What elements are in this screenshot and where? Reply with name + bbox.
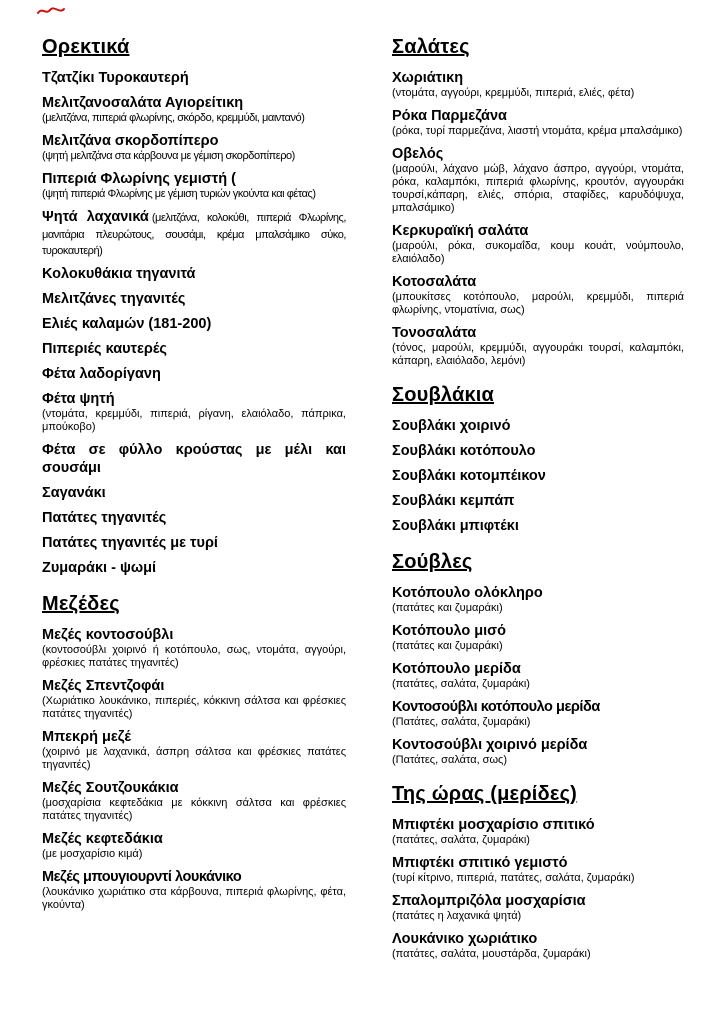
menu-item — [42, 484, 346, 502]
section-title: Σουβλάκια — [392, 384, 495, 406]
menu-item — [392, 69, 684, 100]
item-name: Σαγανάκι — [42, 485, 106, 501]
menu-item — [42, 559, 346, 577]
item-name: Λουκάνικο χωριάτικο — [392, 931, 538, 947]
menu-item — [42, 728, 346, 772]
item-name: Πατάτες τηγανιτές με τυρί — [42, 535, 218, 551]
menu-item — [42, 626, 346, 670]
item-name: Τζατζίκι Τυροκαυτερή — [42, 70, 189, 86]
item-name: Κοτόπουλο ολόκληρο — [392, 585, 543, 601]
menu-item — [392, 892, 684, 923]
section-title: Μεζέδες — [42, 593, 120, 615]
menu-item — [392, 622, 684, 653]
menu-item — [42, 390, 346, 434]
item-description: (ψητή πιπεριά Φλωρίνης με γέμιση τυριών γκούντα και φέτας) — [42, 188, 316, 200]
item-name: Σουβλάκι χοιρινό — [392, 418, 511, 434]
menu-item — [392, 584, 684, 615]
item-name: Κοτόπουλο μισό — [392, 623, 506, 639]
item-description: (ψητή μελιτζάνα στα κάρβουνα με γέμιση σκορδοπίπερο) — [42, 150, 295, 162]
item-description: (λουκάνικο χωριάτικο στα κάρβουνα, πιπεριά φλωρίνης, φέτα, γκούντα) — [42, 886, 346, 911]
menu-item — [42, 69, 346, 87]
item-name: Πιπεριά Φλωρίνης γεμιστή ( — [42, 171, 236, 187]
item-description: (χοιρινό με λαχανικά, άσπρη σάλτσα και φρέσκιες πατάτες τηγανιτές) — [42, 746, 346, 771]
section-title: Σαλάτες — [392, 36, 470, 58]
item-name: Μεζές μπουγιουρντί λουκάνικο — [42, 869, 242, 885]
item-description: (με μοσχαρίσιο κιμά) — [42, 848, 143, 860]
item-description: (Χωριάτικο λουκάνικο, πιπεριές, κόκκινη σάλτσα και φρέσκιες πατάτες τηγανιτές) — [42, 695, 346, 720]
item-name: Σουβλάκι κεμπάπ — [392, 493, 515, 509]
item-name: Μελιτζάνες τηγανιτές — [42, 291, 186, 307]
menu-item — [392, 442, 684, 460]
item-description: (μαρούλι, ρόκα, συκομαΐδα, κουμ κουάτ, νούμπουλο, ελαιόλαδο) — [392, 240, 684, 265]
item-name: Μελιτζάνα σκορδοπίπερο — [42, 133, 219, 149]
item-name: Οβελός — [392, 146, 444, 162]
item-description: (πατάτες, σαλάτα, μουστάρδα, ζυμαράκι) — [392, 948, 591, 960]
item-description: (πατάτες και ζυμαράκι) — [392, 602, 503, 614]
item-name: Φέτα σε φύλλο κρούστας με μέλι και σουσάμι — [42, 442, 346, 476]
item-name: Σουβλάκι κοτομπέικον — [392, 468, 546, 484]
item-description: (ντομάτα, κρεμμύδι, πιπεριά, ρίγανη, ελαιόλαδο, πάπρικα, μπούκοβο) — [42, 408, 346, 433]
menu-column — [42, 36, 346, 968]
item-name: Τονοσαλάτα — [392, 325, 477, 341]
item-name: Μπιφτέκι μοσχαρίσιο σπιτικό — [392, 817, 595, 833]
item-description: (μελιτζάνα, πιπεριά φλωρίνης, σκόρδο, κρεμμύδι, μαιντανό) — [42, 112, 305, 124]
item-name: Κερκυραϊκή σαλάτα — [392, 223, 529, 239]
menu-item — [42, 340, 346, 358]
item-name: Κοντοσούβλι κοτόπουλο μερίδα — [392, 699, 600, 715]
menu-item — [392, 107, 684, 138]
menu-item — [42, 170, 346, 201]
menu-item — [42, 830, 346, 861]
item-name: Χωριάτικη — [392, 70, 464, 86]
item-description: (μπουκίτσες κοτόπουλο, μαρούλι, κρεμμύδι, πιπεριά φλωρίνης, ντοματίνια, σως) — [392, 291, 684, 316]
menu-item — [42, 315, 346, 333]
red-scribble-mark-icon — [36, 4, 66, 22]
item-description: (τόνος, μαρούλι, κρεμμύδι, αγγουράκι τουρσί, καλαμπόκι, κάπαρη, ελαιόλαδο, λεμόνι) — [392, 342, 684, 367]
item-description: (πατάτες και ζυμαράκι) — [392, 640, 503, 652]
section-title: Της ώρας (μερίδες) — [392, 783, 578, 805]
item-description: (Πατάτες, σαλάτα, σως) — [392, 754, 508, 766]
item-name: Σουβλάκι κοτόπουλο — [392, 443, 536, 459]
menu-item — [42, 534, 346, 552]
item-description: (πατάτες η λαχανικά ψητά) — [392, 910, 522, 922]
menu-item — [392, 854, 684, 885]
item-description: (μαρούλι, λάχανο μώβ, λάχανο άσπρο, αγγούρι, ντομάτα, ρόκα, καλαμπόκι, πιπεριά φλωρίνης, κρουτόν, αγγουράκι τουρσί,κάπαρη, ελιές, σπόρια, σταφίδες, καρυδόψυχα, μπαλσάμικο) — [392, 163, 684, 214]
item-name: Ψητά λαχανικά — [42, 209, 149, 225]
item-name: Μπιφτέκι σπιτικό γεμιστό — [392, 855, 568, 871]
menu-item — [392, 660, 684, 691]
item-name: Ρόκα Παρμεζάνα — [392, 108, 507, 124]
menu-item — [42, 208, 346, 258]
item-description: (τυρί κίτρινο, πιπεριά, πατάτες, σαλάτα, ζυμαράκι) — [392, 872, 635, 884]
item-description: (κοντοσούβλι χοιρινό ή κοτόπουλο, σως, ντομάτα, αγγούρι, φρέσκιες πατάτες τηγανιτές) — [42, 644, 346, 669]
menu-item — [42, 132, 346, 163]
menu-item — [392, 736, 684, 767]
item-name: Μεζές κεφτεδάκια — [42, 831, 163, 847]
item-name: Κοτόπουλο μερίδα — [392, 661, 521, 677]
item-name: Πατάτες τηγανιτές — [42, 510, 167, 526]
menu-section — [42, 36, 346, 577]
section-title: Ορεκτικά — [42, 36, 130, 58]
menu-section — [392, 783, 684, 961]
item-name: Πιπεριές καυτερές — [42, 341, 167, 357]
item-description: (μοσχαρίσια κεφτεδάκια με κόκκινη σάλτσα και φρέσκιες πατάτες τηγανιτές) — [42, 797, 346, 822]
menu-item — [42, 868, 346, 912]
item-name: Ελιές καλαμών (181-200) — [42, 316, 212, 332]
item-name: Μπεκρή μεζέ — [42, 729, 131, 745]
item-name: Φέτα λαδορίγανη — [42, 366, 161, 382]
item-description: (μελιτζάνα, κολοκύθι, πιπεριά Φλωρίνης, μανιτάρια πλευρώτους, σουσάμι, κρέμα μπαλσάμικο σύκο, τυροκαυτερή) — [42, 212, 346, 257]
menu-item — [392, 222, 684, 266]
menu-item — [392, 517, 684, 535]
menu-item — [42, 677, 346, 721]
menu-section — [392, 551, 684, 767]
item-name: Μεζές Σπεντζοφάι — [42, 678, 165, 694]
menu-item — [392, 930, 684, 961]
menu-item — [42, 779, 346, 823]
item-description: (ρόκα, τυρί παρμεζάνα, λιαστή ντομάτα, κρέμα μπαλσάμικο) — [392, 125, 683, 137]
item-description: (πατάτες, σαλάτα, ζυμαράκι) — [392, 678, 530, 690]
item-name: Κολοκυθάκια τηγανιτά — [42, 266, 196, 282]
menu-item — [392, 492, 684, 510]
section-title: Σούβλες — [392, 551, 473, 573]
menu-item — [42, 441, 346, 477]
item-name: Μελιτζανοσαλάτα Αγιορείτικη — [42, 95, 244, 111]
menu-item — [42, 265, 346, 283]
item-name: Σπαλομπριζόλα μοσχαρίσια — [392, 893, 586, 909]
item-name: Ζυμαράκι - ψωμί — [42, 560, 157, 576]
menu-item — [42, 365, 346, 383]
menu-item — [392, 816, 684, 847]
item-name: Μεζές Σουτζουκάκια — [42, 780, 179, 796]
item-name: Φέτα ψητή — [42, 391, 115, 407]
item-name: Μεζές κοντοσούβλι — [42, 627, 174, 643]
item-description: (ντομάτα, αγγούρι, κρεμμύδι, πιπεριά, ελιές, φέτα) — [392, 87, 635, 99]
menu-item — [392, 273, 684, 317]
item-name: Κοτοσαλάτα — [392, 274, 477, 290]
item-description: (Πατάτες, σαλάτα, ζυμαράκι) — [392, 716, 531, 728]
menu-item — [42, 94, 346, 125]
menu-item — [42, 290, 346, 308]
menu-section — [42, 593, 346, 912]
menu-item — [392, 145, 684, 215]
menu-column — [392, 36, 684, 968]
item-description: (πατάτες, σαλάτα, ζυμαράκι) — [392, 834, 530, 846]
menu-section — [392, 384, 684, 535]
menu-item — [392, 467, 684, 485]
menu-item — [392, 698, 684, 729]
menu-item — [392, 324, 684, 368]
menu-section — [392, 36, 684, 368]
menu-item — [392, 417, 684, 435]
item-name: Σουβλάκι μπιφτέκι — [392, 518, 519, 534]
item-name: Κοντοσούβλι χοιρινό μερίδα — [392, 737, 588, 753]
menu-item — [42, 509, 346, 527]
